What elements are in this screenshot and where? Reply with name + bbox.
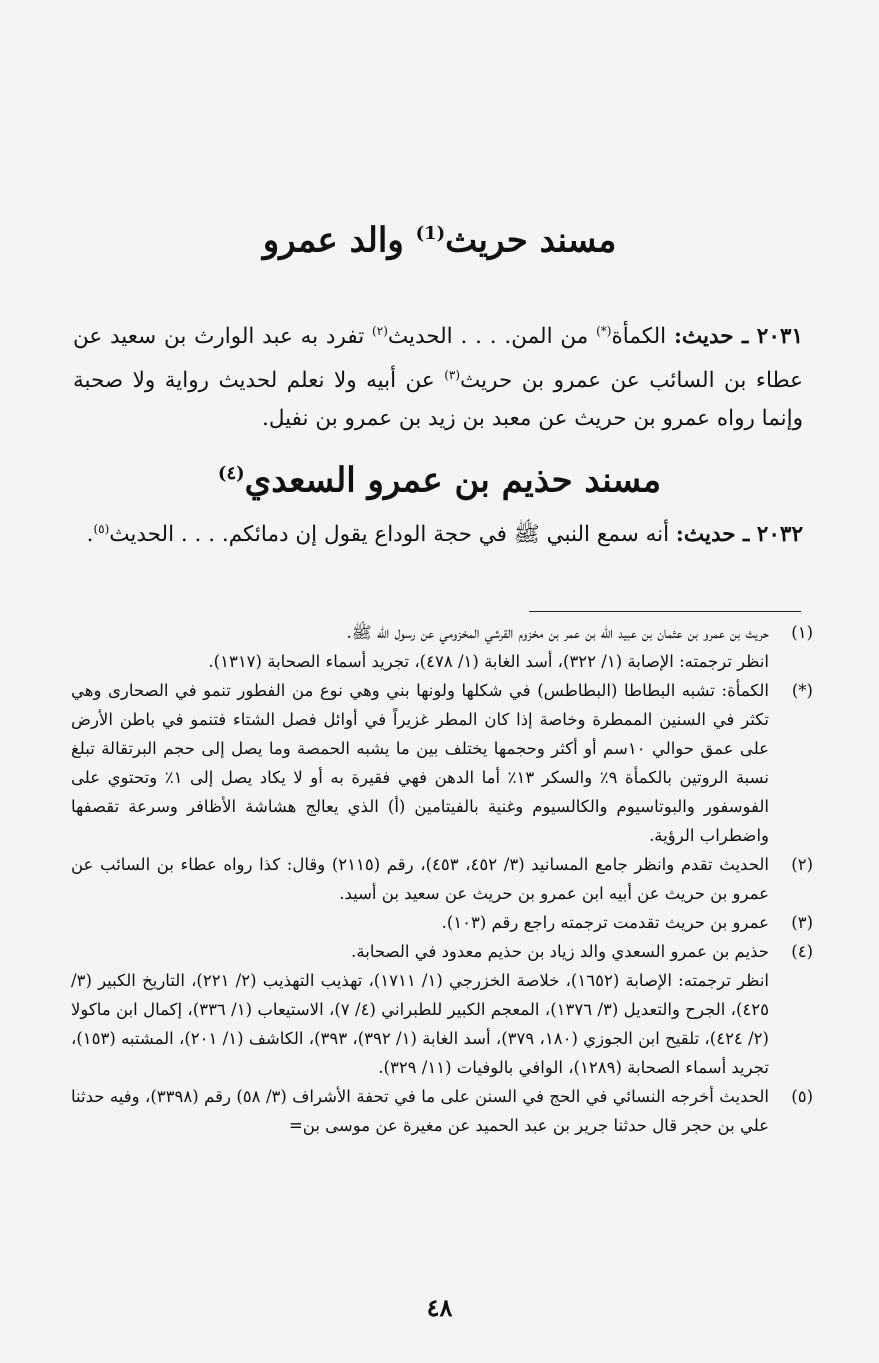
footnote-ref: (*) bbox=[596, 324, 612, 338]
page-number: ٤٨ bbox=[426, 1293, 453, 1322]
footnote-text: عمرو بن حريث تقدمت ترجمته راجع رقم (١٠٣). bbox=[441, 913, 769, 932]
footnote-mark: (٤) bbox=[791, 942, 813, 961]
footnote-3 bbox=[71, 908, 813, 937]
footnote-ref: (٥) bbox=[93, 522, 110, 536]
hadith-text: أنه سمع النبي ﷺ في حجة الوداع يقول إن دمائكم. . . . الحديث bbox=[109, 522, 670, 548]
footnote-mark: (١) bbox=[791, 623, 813, 642]
section-heading-hudhaym bbox=[0, 452, 879, 502]
footnote-text: الحديث أخرجه النسائي في الحج في السنن على ما في تحفة الأشراف (٣/ ٥٨) رقم (٣٣٩٨)، وفيه حدثنا علي بن حجر قال حدثنا جرير بن عبد الحميد عن مغيرة عن موسى بن= bbox=[71, 1087, 769, 1135]
footnote-text: حريث بن عمرو بن عثمان بن عبيد الله بن عمر بن مخزوم القرشي المخزومي عن رسول الله ﷺ. bbox=[346, 623, 769, 642]
hadith-text: من المن. . . . الحديث bbox=[387, 324, 589, 350]
heading-text: مسند حريث bbox=[445, 220, 617, 261]
hadith-number: ٢٠٣٢ ـ حديث: bbox=[675, 522, 803, 548]
footnote-ref: (٢) bbox=[372, 324, 388, 338]
section-heading-hurayth bbox=[0, 212, 879, 262]
footnote-4 bbox=[71, 937, 813, 1082]
footnote-5 bbox=[71, 1082, 813, 1140]
hadith-2031 bbox=[73, 312, 803, 438]
hadith-text: . bbox=[86, 522, 94, 548]
hadith-text: الكمأة bbox=[611, 324, 667, 350]
footnote-text: الكمأة: تشبه البطاطا (البطاطس) في شكلها ولونها بني وهي نوع من الفطور تنمو في الصحارى وهي تكثر في السنين الممطرة وخاصة إذا كان المطر غزيراً في أوائل فصل الشتاء فتنمو في باطن الأرض على عمق حوالي ١٠سم أو أكثر وحجمها يختلف بين ما يشبه الحمصة وما يصل إلى حجم البرتقالة تبلغ نسبة الروتين بالكمأة ٩٪ والسكر ١٣٪ أما الدهن فهي فقيرة به أو لا يكاد يصل إلى ١٪ وتحتوي على الفوسفور والبوتاسيوم والكالسيوم وغنية بالفيتامين (أ) الذي يعالج هشاشة الأظافر وسرعة تقصفها واضطراب الرؤية. bbox=[71, 681, 769, 845]
hadith-2032 bbox=[73, 510, 803, 554]
footnote-mark: (*) bbox=[791, 681, 813, 700]
footnote-text: الحديث تقدم وانظر جامع المسانيد (٣/ ٤٥٢، ٤٥٣)، رقم (٢١١٥) وقال: كذا رواه عطاء بن السائب عن عمرو بن حريث عن أبيه ابن عمرو بن حريث عن سعيد بن أسيد. bbox=[71, 855, 769, 903]
heading-text-rest: والد عمرو bbox=[262, 220, 404, 261]
footnote-2 bbox=[71, 850, 813, 908]
footnote-references: انظر ترجمته: الإصابة (١/ ٣٢٢)، أسد الغابة (١/ ٤٧٨)، تجريد أسماء الصحابة (١٣١٧). bbox=[208, 652, 769, 671]
footnote-text: حذيم بن عمرو السعدي والد زياد بن حذيم معدود في الصحابة. bbox=[351, 942, 769, 961]
hadith-number: ٢٠٣١ ـ حديث: bbox=[673, 324, 803, 350]
footnote-star bbox=[71, 676, 813, 850]
footnote-ref: (٣) bbox=[444, 368, 461, 383]
heading-footnote-ref: (1) bbox=[415, 223, 446, 244]
heading-text: مسند حذيم بن عمرو السعدي bbox=[244, 460, 662, 501]
hadith-text: عن أبيه ولا نعلم لحديث رواية ولا صحبة وإنما رواه عمرو بن حريث عن معبد بن زيد بن عمرو بن نفيل. bbox=[73, 368, 803, 432]
footnotes bbox=[71, 618, 813, 1140]
footnote-1 bbox=[71, 618, 813, 676]
footnote-mark: (٣) bbox=[791, 913, 813, 932]
footnote-mark: (٥) bbox=[791, 1087, 813, 1106]
hadith-text: تفرد به عبد الوارث بن سعيد عن عطاء بن السائب عن عمرو بن حريث bbox=[73, 324, 803, 394]
heading-footnote-ref: (٤) bbox=[217, 463, 245, 484]
footnote-separator bbox=[529, 611, 801, 612]
footnote-mark: (٢) bbox=[791, 855, 813, 874]
footnote-references: انظر ترجمته: الإصابة (١٦٥٢)، خلاصة الخزرجي (١/ ١٧١١)، تهذيب التهذيب (٢/ ٢٢١)، التاريخ الكبير (٣/ ٤٢٥)، الجرح والتعديل (٣/ ١٣٧٦)، المعجم الكبير للطبراني (٤/ ٧)، الاستيعاب (١/ ٣٣٦)، إكمال ابن ماكولا (٢/ ٤٢٤)، تلقيح ابن الجوزي (١٨٠، ٣٧٩)، أسد الغابة (١/ ٣٩٢)، ٣٩٣)، الكاشف (١/ ٢٠١)، المشتبه (١٥٣)، تجريد أسماء الصحابة (١٢٨٩)، الوافي بالوفيات (١١/ ٣٢٩). bbox=[71, 971, 770, 1077]
